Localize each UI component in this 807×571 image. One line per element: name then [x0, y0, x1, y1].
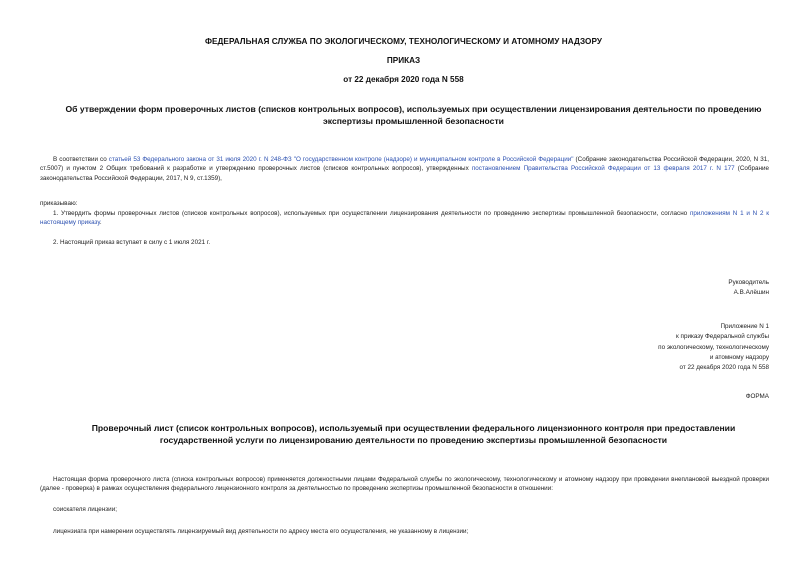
checklist-subject-2: лицензиата при намерении осуществлять лицензируемый вид деятельности по адресу места его осуществления, не указанному в лицензии; [53, 528, 469, 535]
signature-block [569, 278, 769, 299]
checklist-intro: Настоящая форма проверочного листа (списка контрольных вопросов) применяется должностными лицами Федеральной службы по экологическому, технологическому и атомному надзору при проведении внеплановой выездной проверки (далее - проверка) в рамках осуществления федерального лицензионного контроля за деятельностью по проведению экспертизы промышленной безопасности в отношении: [40, 476, 769, 493]
government-decree-177-link[interactable]: постановлением Правительства Российской Федерации от 13 февраля 2017 г. N 177 [471, 165, 735, 173]
order-item-1 [40, 209, 769, 228]
annex-line: и атомному надзору [709, 353, 769, 361]
signature-name: А.В.Алёшин [733, 289, 769, 297]
agency-heading: ФЕДЕРАЛЬНАЯ СЛУЖБА ПО ЭКОЛОГИЧЕСКОМУ, ТЕХНОЛОГИЧЕСКОМУ И АТОМНОМУ НАДЗОРУ [205, 37, 602, 46]
preamble-paragraph [40, 155, 769, 183]
order-date-number: от 22 декабря 2020 года N 558 [343, 75, 464, 84]
form-label: ФОРМА [745, 393, 769, 400]
law-248-link[interactable]: статьей 53 Федерального закона от 31 июля 2020 г. N 248-ФЗ "О государственном контроле (надзоре) и муниципальном контроле в Российской Федерации" [108, 156, 574, 163]
annex-block [549, 322, 769, 373]
preamble-text-2: (Собрание законодательства Российской Федерации, 2020, N 31, ст.5007) и пунктом 2 Общих требований к разработке и утверждению проверочных листов (списков контрольных вопросов), утвержденных [40, 156, 769, 173]
item1-text: 1. Утвердить формы проверочных листов (списков контрольных вопросов), используемых при осуществлении лицензирования деятельности по проведению экспертизы промышленной безопасности, согласно [53, 210, 690, 217]
annex-line: от 22 декабря 2020 года N 558 [679, 364, 769, 372]
item1-end: . [99, 219, 102, 227]
order-title: Об утверждении форм проверочных листов (списков контрольных вопросов), используемых при осуществлении лицензирования деятельности по проведению экспертизы промышленной безопасности [65, 104, 762, 126]
checklist-title: Проверочный лист (список контрольных вопросов), используемый при осуществлении федерального лицензионного контроля при предоставлении государственной услуги по лицензированию деятельности по проведению экспертизы промышленной безопасности [91, 423, 736, 445]
preamble-text-1: В соответствии со [53, 156, 109, 163]
preamble-text-3: (Собрание законодательства Российской Федерации, 2017, N 9, ст.1359), [40, 165, 769, 182]
order-heading: ПРИКАЗ [386, 56, 421, 65]
annexes-link[interactable]: приложениям N 1 и N 2 к настоящему приказу [40, 210, 770, 227]
signature-role: Руководитель [728, 279, 769, 286]
annex-line: по экологическому, технологическому [658, 343, 769, 351]
orders-word: приказываю: [40, 200, 78, 207]
annex-line: к приказу Федеральной службы [676, 333, 769, 341]
checklist-subject-1: соискателя лицензии; [53, 506, 117, 513]
annex-line: Приложение N 1 [720, 323, 769, 330]
order-item-2: 2. Настоящий приказ вступает в силу с 1 июля 2021 г. [53, 239, 211, 246]
